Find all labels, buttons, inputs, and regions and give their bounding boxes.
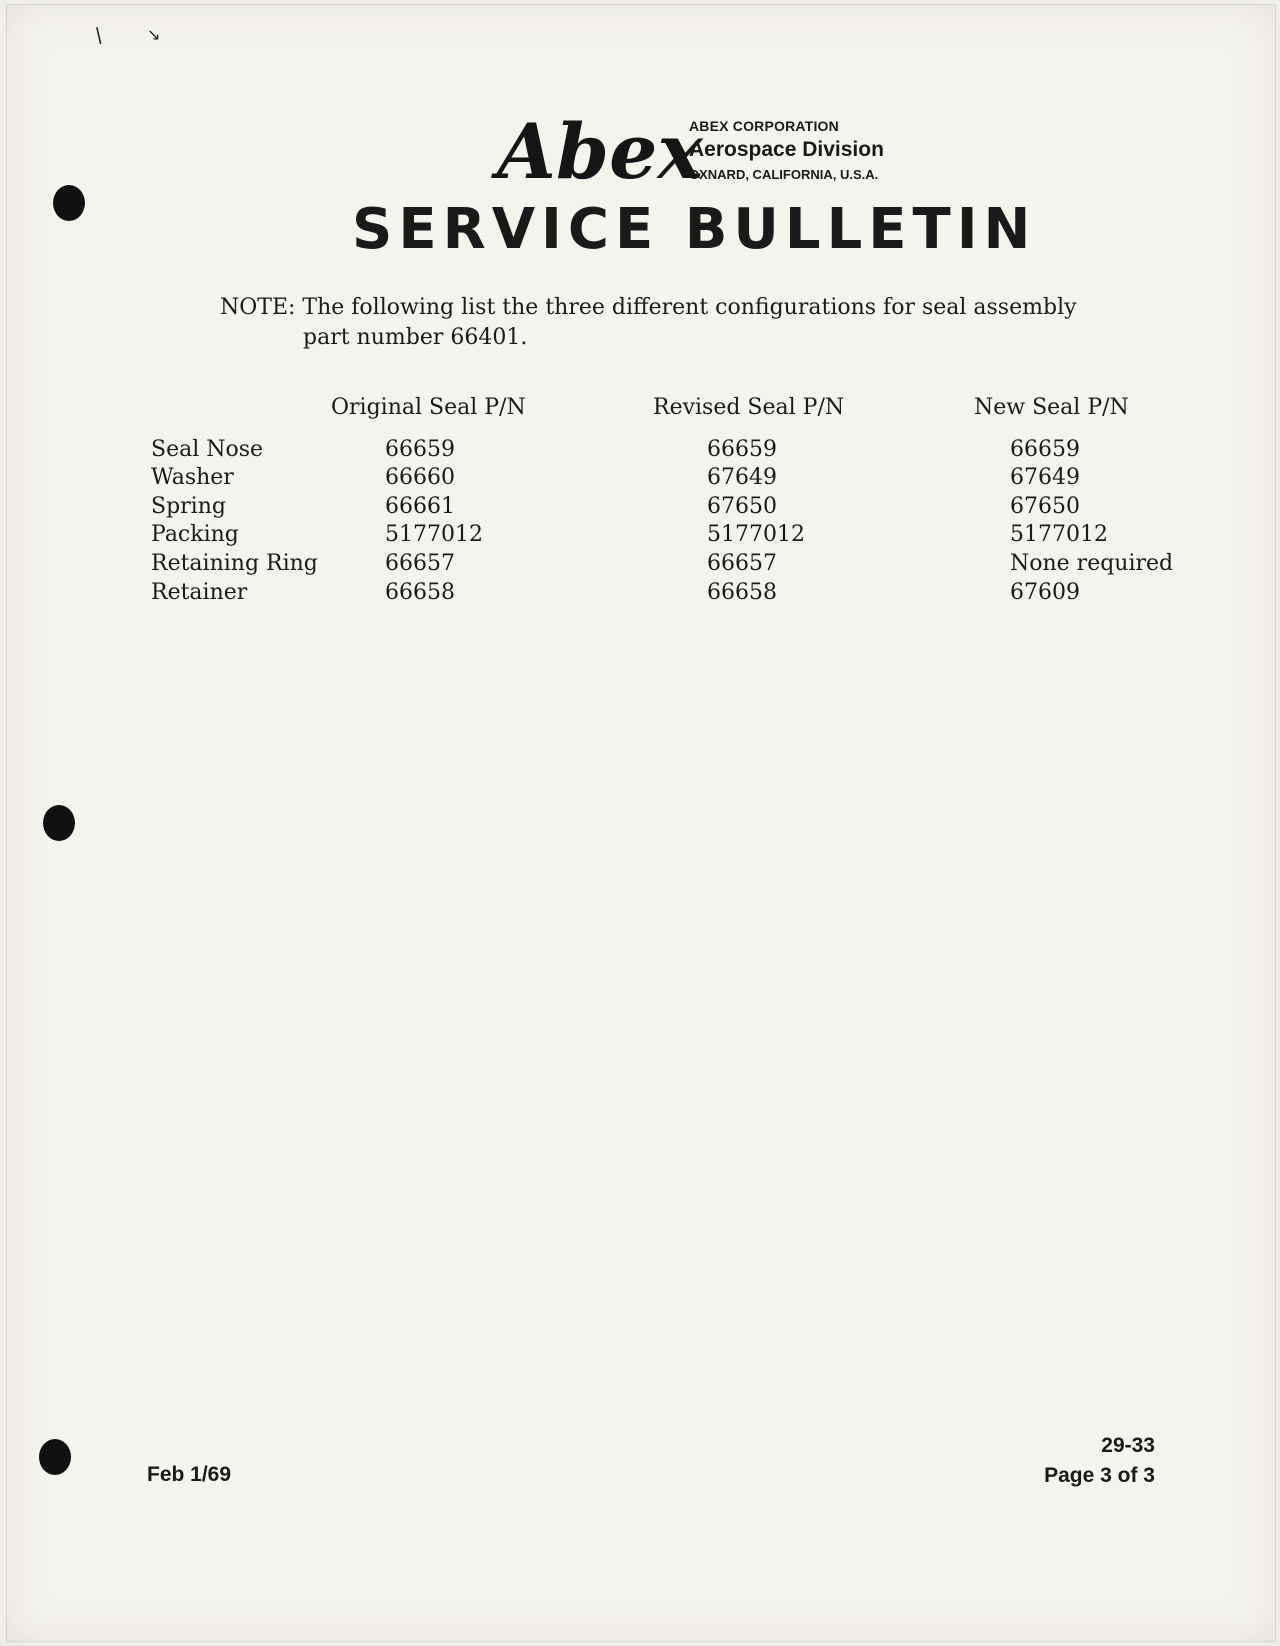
note-line: NOTE: The following list the three different configurations for seal assembly xyxy=(220,295,1077,320)
note-line: part number 66401. xyxy=(303,325,528,350)
punch-hole xyxy=(43,805,75,841)
punch-hole xyxy=(39,1439,71,1475)
page-number: Page 3 of 3 xyxy=(1044,1464,1155,1487)
note-block xyxy=(220,293,1120,353)
original-pn: 66657 xyxy=(385,551,455,576)
page-title: SERVICE BULLETIN xyxy=(352,197,1037,262)
bulletin-date: Feb 1/69 xyxy=(147,1463,232,1486)
new-pn: 66659 xyxy=(1010,437,1080,462)
row-label: Seal Nose xyxy=(151,437,264,462)
company-block xyxy=(689,117,884,185)
doc-number: 29-33 xyxy=(1101,1434,1155,1457)
revised-pn: 67649 xyxy=(707,465,777,490)
row-label: Spring xyxy=(151,494,226,519)
original-pn: 66660 xyxy=(385,465,455,490)
revised-pn: 66659 xyxy=(707,437,777,462)
revised-pn: 66657 xyxy=(707,551,777,576)
new-pn: 67609 xyxy=(1010,580,1080,605)
original-pn: 66661 xyxy=(385,494,455,519)
row-label: Retaining Ring xyxy=(151,551,318,576)
column-header-revised: Revised Seal P/N xyxy=(653,395,845,420)
revised-pn: 67650 xyxy=(707,494,777,519)
original-pn: 5177012 xyxy=(385,522,483,547)
revised-pn: 5177012 xyxy=(707,522,805,547)
original-pn: 66659 xyxy=(385,437,455,462)
column-header-new: New Seal P/N xyxy=(974,395,1129,420)
revised-pn: 66658 xyxy=(707,580,777,605)
page-info xyxy=(1025,1431,1155,1491)
bulletin-page xyxy=(6,4,1276,1642)
new-pn: 67650 xyxy=(1010,494,1080,519)
row-label: Washer xyxy=(151,465,234,490)
original-pn: 66658 xyxy=(385,580,455,605)
pen-mark: ↘ xyxy=(147,25,161,44)
column-header-original: Original Seal P/N xyxy=(331,395,526,420)
abex-logo xyxy=(497,107,703,196)
new-pn: 5177012 xyxy=(1010,522,1108,547)
row-label: Retainer xyxy=(151,580,248,605)
punch-hole xyxy=(53,185,85,221)
company-address: OXNARD, CALIFORNIA, U.S.A. xyxy=(689,167,879,182)
pen-mark: / xyxy=(89,22,108,48)
division-name: Aerospace Division xyxy=(689,138,884,161)
new-pn: None required xyxy=(1010,551,1174,576)
new-pn: 67649 xyxy=(1010,465,1080,490)
row-label: Packing xyxy=(151,522,239,547)
svg-text:Abex: Abex xyxy=(497,107,703,196)
company-name: ABEX CORPORATION xyxy=(689,118,839,134)
